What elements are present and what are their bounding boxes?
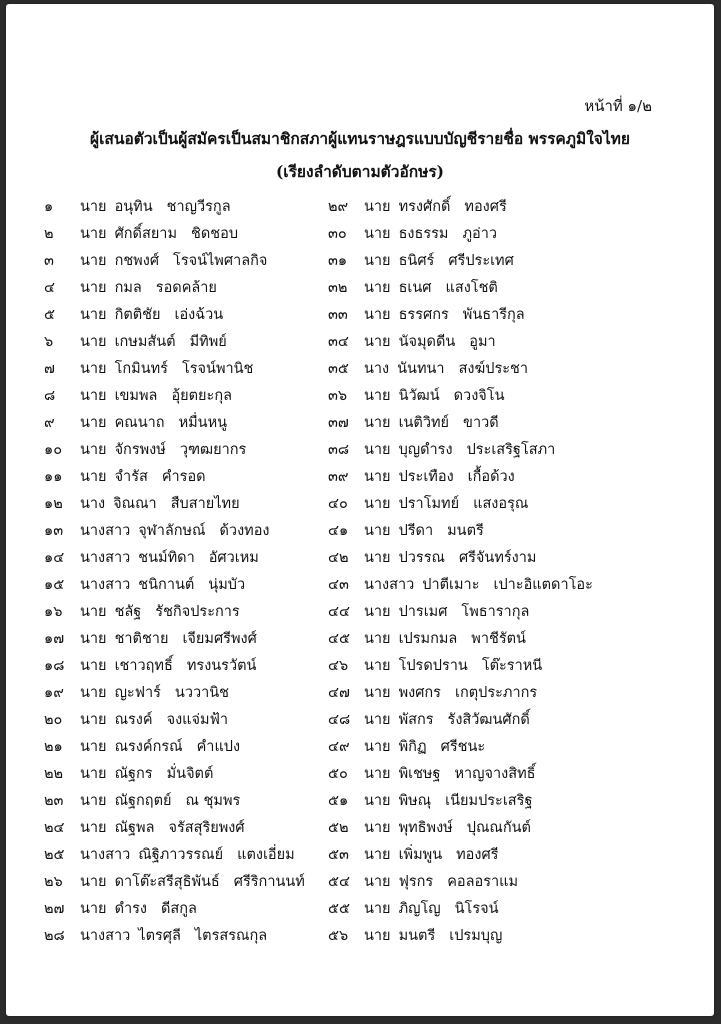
candidate-entry xyxy=(44,385,334,412)
candidate-first-name: ณัฐพล xyxy=(114,820,155,836)
candidate-title: นาย xyxy=(80,685,107,701)
candidate-entry xyxy=(44,817,334,844)
candidate-number: ๒๘ xyxy=(44,928,65,944)
candidate-number: ๑๗ xyxy=(44,631,65,647)
candidate-title: นาย xyxy=(80,604,107,620)
candidate-title: นาย xyxy=(80,631,107,647)
candidate-entry xyxy=(44,871,334,898)
candidate-first-name: พิษณุ xyxy=(398,793,432,809)
candidate-title: นาย xyxy=(364,334,391,350)
candidate-title: นาย xyxy=(80,226,107,242)
candidate-title: นาย xyxy=(80,388,107,404)
candidate-first-name: กิตติชัย xyxy=(114,307,161,323)
candidate-title: นาย xyxy=(364,280,391,296)
candidate-number: ๑๖ xyxy=(44,604,63,620)
candidate-entry xyxy=(44,601,334,628)
candidate-first-name: กชพงศ์ xyxy=(114,253,160,269)
candidate-number: ๓๔ xyxy=(328,334,349,350)
candidate-number: ๓๖ xyxy=(328,388,348,404)
candidate-first-name: ชลัฐ xyxy=(114,604,142,620)
candidate-entry xyxy=(44,844,334,871)
page-number: หน้าที่ ๑/๒ xyxy=(584,97,652,115)
candidate-title: นาย xyxy=(80,469,107,485)
candidate-first-name: ธรรศกร xyxy=(398,307,449,323)
candidate-last-name: ศรีประเทศ xyxy=(448,253,514,269)
candidate-title: นาย xyxy=(364,226,391,242)
candidate-last-name: ณ ชุมพร xyxy=(185,793,241,809)
candidate-entry xyxy=(44,925,334,952)
candidate-last-name: สืบสายไทย xyxy=(170,496,240,512)
candidate-entry xyxy=(328,385,708,412)
candidate-title: นางสาว xyxy=(80,550,131,566)
candidate-entry xyxy=(328,763,708,790)
candidate-title: นาย xyxy=(364,820,391,836)
candidate-first-name: ไตรศุลี xyxy=(138,928,181,944)
candidate-entry xyxy=(44,439,334,466)
candidate-number: ๑๑ xyxy=(44,469,63,485)
document-page xyxy=(6,4,714,1016)
candidate-number: ๒๗ xyxy=(44,901,65,917)
candidate-last-name: เกื้อด้วง xyxy=(467,469,515,485)
candidate-title: นาย xyxy=(364,415,391,431)
candidate-entry xyxy=(44,736,334,763)
candidate-number: ๔๙ xyxy=(328,739,350,755)
candidate-title: นาย xyxy=(364,793,391,809)
candidate-title: นาย xyxy=(364,199,391,215)
candidate-last-name: ดวงจิโน xyxy=(453,388,505,404)
candidate-last-name: พันธารีกุล xyxy=(462,307,525,323)
candidate-title: นาย xyxy=(364,388,391,404)
candidate-last-name: รอดคล้าย xyxy=(155,280,217,296)
candidate-number: ๕๕ xyxy=(328,901,350,917)
candidate-entry xyxy=(328,925,708,952)
candidate-last-name: หมื่นหนู xyxy=(178,415,228,431)
candidate-first-name: จักรพงษ์ xyxy=(114,442,166,458)
candidate-title: นาย xyxy=(364,658,391,674)
candidate-number: ๔๘ xyxy=(328,712,351,728)
candidate-first-name: พงศกร xyxy=(398,685,441,701)
candidate-number: ๓๓ xyxy=(328,307,348,323)
candidate-number: ๓๘ xyxy=(328,442,350,458)
candidate-entry xyxy=(44,682,334,709)
candidate-first-name: ปราโมทย์ xyxy=(398,496,460,512)
candidate-number: ๕๖ xyxy=(328,928,349,944)
candidate-last-name: พาชีรัตน์ xyxy=(471,631,526,647)
candidate-number: ๑๐ xyxy=(44,442,63,458)
candidate-last-name: วุฑฒยากร xyxy=(179,442,247,458)
candidate-first-name: ชนม์ทิดา xyxy=(138,550,195,566)
candidate-last-name: ศรีริกานนท์ xyxy=(233,874,305,890)
candidate-entry xyxy=(328,520,708,547)
candidate-title: นาย xyxy=(80,658,107,674)
candidate-entry xyxy=(328,547,708,574)
candidate-title: นาย xyxy=(364,712,391,728)
candidate-first-name: เนติวิทย์ xyxy=(398,415,450,431)
candidate-entry xyxy=(44,412,334,439)
candidate-entry xyxy=(328,817,708,844)
candidate-last-name: นุ่มบัว xyxy=(208,577,246,593)
candidate-number: ๑๕ xyxy=(44,577,65,593)
candidate-list-left xyxy=(44,196,334,952)
candidate-title: นางสาว xyxy=(80,847,131,863)
candidate-last-name: โรจน์ไพศาลกิจ xyxy=(173,253,268,269)
candidate-entry xyxy=(328,358,708,385)
candidate-first-name: ณิฐิภาวรรณย์ xyxy=(138,847,224,863)
candidate-last-name: ชิดชอบ xyxy=(191,226,239,242)
candidate-first-name: ภิญโญ xyxy=(398,901,441,917)
candidate-title: นาย xyxy=(80,820,107,836)
candidate-entry xyxy=(328,655,708,682)
candidate-first-name: จำรัส xyxy=(114,469,148,485)
candidate-last-name: อุ้ยตยะกุล xyxy=(171,388,233,404)
candidate-entry xyxy=(328,439,708,466)
candidate-entry xyxy=(44,466,334,493)
candidate-first-name: นันทนา xyxy=(397,361,445,377)
candidate-number: ๑๒ xyxy=(44,496,63,512)
candidate-number: ๒๙ xyxy=(328,199,349,215)
candidate-number: ๕๐ xyxy=(328,766,348,782)
candidate-title: นาย xyxy=(80,334,107,350)
candidate-number: ๔๕ xyxy=(328,631,350,647)
candidate-number: ๑๘ xyxy=(44,658,65,674)
candidate-entry xyxy=(44,493,334,520)
candidate-number: ๑๔ xyxy=(44,550,65,566)
candidate-last-name: รัชกิจประการ xyxy=(155,604,240,620)
candidate-title: นาย xyxy=(364,442,391,458)
candidate-title: นาย xyxy=(364,550,391,566)
candidate-last-name: รังสิวัฒนศักดิ์ xyxy=(447,712,530,728)
candidate-entry xyxy=(328,250,708,277)
candidate-first-name: บุญดำรง xyxy=(398,442,453,458)
candidate-number: ๓๐ xyxy=(328,226,347,242)
candidate-number: ๔๔ xyxy=(328,604,350,620)
candidate-first-name: พิเชษฐ xyxy=(398,766,441,782)
candidate-last-name: มีทิพย์ xyxy=(189,334,227,350)
candidate-first-name: ปรีดา xyxy=(398,523,434,539)
candidate-entry xyxy=(44,547,334,574)
candidate-title: นาย xyxy=(364,631,391,647)
candidate-title: นาย xyxy=(80,415,107,431)
candidate-title: นาย xyxy=(364,253,391,269)
candidate-number: ๕๓ xyxy=(328,847,349,863)
candidate-first-name: พัสกร xyxy=(398,712,434,728)
candidate-number: ๑๓ xyxy=(44,523,64,539)
candidate-title: นาย xyxy=(80,199,107,215)
candidate-entry xyxy=(328,493,708,520)
candidate-title: นาย xyxy=(364,901,391,917)
candidate-first-name: เพิ่มพูน xyxy=(398,847,443,863)
candidate-first-name: ณรงค์กรณ์ xyxy=(114,739,183,755)
candidate-number: ๒ xyxy=(44,226,54,242)
candidate-last-name: คอลอราแม xyxy=(447,874,519,890)
candidate-number: ๔๑ xyxy=(328,523,349,539)
candidate-number: ๕๔ xyxy=(328,874,350,890)
candidate-entry xyxy=(328,304,708,331)
candidate-last-name: โต๊ะราหนี xyxy=(481,658,543,674)
candidate-last-name: เนียมประเสริฐ xyxy=(445,793,533,809)
candidate-title: นาย xyxy=(80,766,107,782)
candidate-number: ๑ xyxy=(44,199,54,215)
candidate-number: ๙ xyxy=(44,415,55,431)
candidate-title: นาย xyxy=(364,847,391,863)
candidate-title: นาย xyxy=(80,361,107,377)
candidate-entry xyxy=(44,358,334,385)
candidate-entry xyxy=(44,790,334,817)
candidate-entry xyxy=(328,871,708,898)
candidate-first-name: จุฬาลักษณ์ xyxy=(138,523,206,539)
candidate-title: นาย xyxy=(80,739,107,755)
candidate-first-name: พิกิฏ xyxy=(398,739,427,755)
candidate-title: นางสาว xyxy=(364,577,415,593)
candidate-number: ๒๑ xyxy=(44,739,63,755)
candidate-title: นาย xyxy=(364,496,391,512)
candidate-last-name: นิโรจน์ xyxy=(454,901,499,917)
candidate-number: ๗ xyxy=(44,361,55,377)
candidate-entry xyxy=(44,196,334,223)
candidate-number: ๔๐ xyxy=(328,496,348,512)
candidate-number: ๒๔ xyxy=(44,820,65,836)
candidate-entry xyxy=(44,655,334,682)
candidate-number: ๘ xyxy=(44,388,56,404)
candidate-first-name: อนุทิน xyxy=(114,199,153,215)
candidate-first-name: ณัฐกร xyxy=(114,766,153,782)
candidate-title: นาย xyxy=(80,280,107,296)
candidate-entry xyxy=(328,574,708,601)
candidate-last-name: มนตรี xyxy=(447,523,484,539)
candidate-last-name: ดีสกูล xyxy=(161,901,197,917)
candidate-number: ๕ xyxy=(44,307,55,323)
candidate-entry xyxy=(44,250,334,277)
candidate-first-name: ปาตีเมาะ xyxy=(422,577,480,593)
candidate-last-name: ประเสริฐโสภา xyxy=(466,442,556,458)
candidate-number: ๒๒ xyxy=(44,766,64,782)
candidate-title: นาง xyxy=(364,361,390,377)
candidate-number: ๓๑ xyxy=(328,253,348,269)
candidate-entry xyxy=(328,196,708,223)
candidate-title: นาย xyxy=(364,928,391,944)
candidate-first-name: ญะฟาร์ xyxy=(114,685,161,701)
candidate-entry xyxy=(44,763,334,790)
candidate-number: ๕๑ xyxy=(328,793,349,809)
candidate-entry xyxy=(44,223,334,250)
candidate-last-name: คำแปง xyxy=(196,739,241,755)
candidate-entry xyxy=(44,709,334,736)
candidate-title: นาย xyxy=(80,874,107,890)
candidate-number: ๓๕ xyxy=(328,361,349,377)
candidate-first-name: ธนิศร์ xyxy=(398,253,435,269)
candidate-entry xyxy=(328,709,708,736)
candidate-last-name: ภูอ่าว xyxy=(462,226,498,242)
candidate-entry xyxy=(328,628,708,655)
candidate-list-right xyxy=(328,196,708,952)
candidate-first-name: ธเนศ xyxy=(398,280,432,296)
candidate-title: นาย xyxy=(364,604,391,620)
candidate-first-name: นัจมุดดีน xyxy=(398,334,456,350)
candidate-first-name: มนตรี xyxy=(398,928,436,944)
candidate-number: ๔ xyxy=(44,280,55,296)
candidate-entry xyxy=(44,520,334,547)
candidate-title: นางสาว xyxy=(80,928,131,944)
candidate-number: ๔๒ xyxy=(328,550,349,566)
candidate-entry xyxy=(328,412,708,439)
candidate-first-name: ชนิกานต์ xyxy=(138,577,195,593)
candidate-last-name: มั่นจิตต์ xyxy=(166,766,214,782)
candidate-entry xyxy=(328,898,708,925)
candidate-entry xyxy=(44,331,334,358)
candidate-last-name: ทองศรี xyxy=(464,199,507,215)
candidate-number: ๓๗ xyxy=(328,415,349,431)
candidate-first-name: นิวัฒน์ xyxy=(398,388,440,404)
candidate-first-name: เชาวฤทธิ์ xyxy=(114,658,173,674)
candidate-last-name: ทรงนรวัตน์ xyxy=(186,658,257,674)
candidate-title: นาง xyxy=(80,496,106,512)
candidate-last-name: เอ่งฉ้วน xyxy=(174,307,224,323)
candidate-entry xyxy=(328,844,708,871)
candidate-entry xyxy=(328,601,708,628)
candidate-entry xyxy=(44,628,334,655)
candidate-last-name: ด้วงทอง xyxy=(219,523,270,539)
candidate-first-name: ดาโต๊ะสรีสุธิพันธ์ xyxy=(114,874,220,890)
candidate-entry xyxy=(328,682,708,709)
candidate-number: ๕๒ xyxy=(328,820,349,836)
candidate-title: นาย xyxy=(364,523,391,539)
candidate-number: ๔๖ xyxy=(328,658,349,674)
candidate-title: นาย xyxy=(80,712,107,728)
candidate-first-name: ชาติชาย xyxy=(114,631,169,647)
candidate-title: นาย xyxy=(364,469,391,485)
candidate-last-name: ขาวดี xyxy=(463,415,499,431)
candidate-number: ๖ xyxy=(44,334,54,350)
candidate-title: นาย xyxy=(80,793,107,809)
candidate-number: ๓ xyxy=(44,253,54,269)
candidate-last-name: ทองศรี xyxy=(456,847,499,863)
candidate-entry xyxy=(328,223,708,250)
candidate-last-name: จงแจ่มฟ้า xyxy=(166,712,228,728)
candidate-entry xyxy=(44,898,334,925)
candidate-number: ๒๐ xyxy=(44,712,63,728)
candidate-title: นาย xyxy=(364,685,391,701)
document-title: ผู้เสนอตัวเป็นผู้สมัครเป็นสมาชิกสภาผู้แทนราษฎรแบบบัญชีรายชื่อ พรรคภูมิใจไทย xyxy=(90,129,630,148)
candidate-entry xyxy=(328,331,708,358)
candidate-first-name: เขมพล xyxy=(114,388,158,404)
candidate-last-name: แตงเอี่ยม xyxy=(237,847,295,863)
candidate-last-name: โรจน์พานิช xyxy=(181,361,254,377)
candidate-last-name: ชาญวีรกูล xyxy=(166,199,231,215)
candidate-first-name: ประเทือง xyxy=(398,469,454,485)
candidate-last-name: เกตุประภากร xyxy=(454,685,538,701)
candidate-first-name: ฟุรกร xyxy=(398,874,434,890)
candidate-first-name: พุทธิพงษ์ xyxy=(398,820,453,836)
candidate-title: นาย xyxy=(364,874,391,890)
candidate-first-name: ทรงศักดิ์ xyxy=(398,199,451,215)
candidate-last-name: จรัสสุริยพงศ์ xyxy=(168,820,245,836)
candidate-first-name: คณนาถ xyxy=(114,415,165,431)
candidate-last-name: อูมา xyxy=(469,334,496,350)
candidate-title: นาย xyxy=(364,739,391,755)
candidate-last-name: ศรีชนะ xyxy=(440,739,486,755)
candidate-number: ๔๗ xyxy=(328,685,350,701)
candidate-first-name: เปรมกมล xyxy=(398,631,458,647)
candidate-entry xyxy=(44,304,334,331)
candidate-first-name: ศักดิ์สยาม xyxy=(114,226,178,242)
candidate-first-name: โปรดปราน xyxy=(398,658,468,674)
candidate-number: ๓๒ xyxy=(328,280,348,296)
candidate-title: นางสาว xyxy=(80,523,131,539)
candidate-last-name: แสงอรุณ xyxy=(473,496,529,512)
candidate-entry xyxy=(328,790,708,817)
candidate-entry xyxy=(328,277,708,304)
candidate-last-name: ปุณณกันต์ xyxy=(466,820,531,836)
candidate-last-name: เจียมศรีพงศ์ xyxy=(182,631,257,647)
candidate-number: ๒๕ xyxy=(44,847,65,863)
candidate-entry xyxy=(44,277,334,304)
candidate-title: นาย xyxy=(364,766,391,782)
candidate-last-name: หาญจางสิทธิ์ xyxy=(454,766,536,782)
candidate-number: ๑๙ xyxy=(44,685,64,701)
candidate-first-name: กมล xyxy=(114,280,142,296)
candidate-number: ๓๙ xyxy=(328,469,349,485)
candidate-entry xyxy=(44,574,334,601)
candidate-first-name: ณรงค์ xyxy=(114,712,153,728)
candidate-last-name: อัศวเหม xyxy=(208,550,259,566)
candidate-first-name: ดำรง xyxy=(114,901,147,917)
candidate-title: นาย xyxy=(80,442,107,458)
candidate-first-name: เกษมสันต์ xyxy=(114,334,176,350)
candidate-first-name: ณัฐกฤตย์ xyxy=(114,793,172,809)
candidate-last-name: สงฆ์ประชา xyxy=(458,361,529,377)
candidate-last-name: เปาะอิแตดาโอะ xyxy=(493,577,593,593)
candidate-last-name: ไตรสรณกุล xyxy=(194,928,268,944)
candidate-last-name: นววานิช xyxy=(174,685,229,701)
candidate-last-name: โพธารากุล xyxy=(461,604,530,620)
candidate-first-name: ธงธรรม xyxy=(398,226,449,242)
candidate-entry xyxy=(328,736,708,763)
candidate-last-name: เปรมบุญ xyxy=(449,928,503,944)
candidate-title: นาย xyxy=(80,307,107,323)
candidate-title: นาย xyxy=(80,253,107,269)
candidate-first-name: จิณณา xyxy=(113,496,157,512)
candidate-number: ๒๖ xyxy=(44,874,63,890)
candidate-title: นาย xyxy=(364,307,391,323)
candidate-first-name: โกมินทร์ xyxy=(114,361,168,377)
candidate-number: ๔๓ xyxy=(328,577,349,593)
candidate-first-name: ปวรรณ xyxy=(398,550,445,566)
candidate-entry xyxy=(328,466,708,493)
candidate-title: นางสาว xyxy=(80,577,131,593)
candidate-last-name: ศรีจันทร์งาม xyxy=(458,550,537,566)
candidate-last-name: คำรอด xyxy=(161,469,206,485)
candidate-first-name: ปารเมศ xyxy=(398,604,448,620)
document-subtitle: (เรียงลำดับตามตัวอักษร) xyxy=(275,162,445,181)
candidate-title: นาย xyxy=(80,901,107,917)
candidate-number: ๒๓ xyxy=(44,793,64,809)
candidate-last-name: แสงโชติ xyxy=(445,280,498,296)
